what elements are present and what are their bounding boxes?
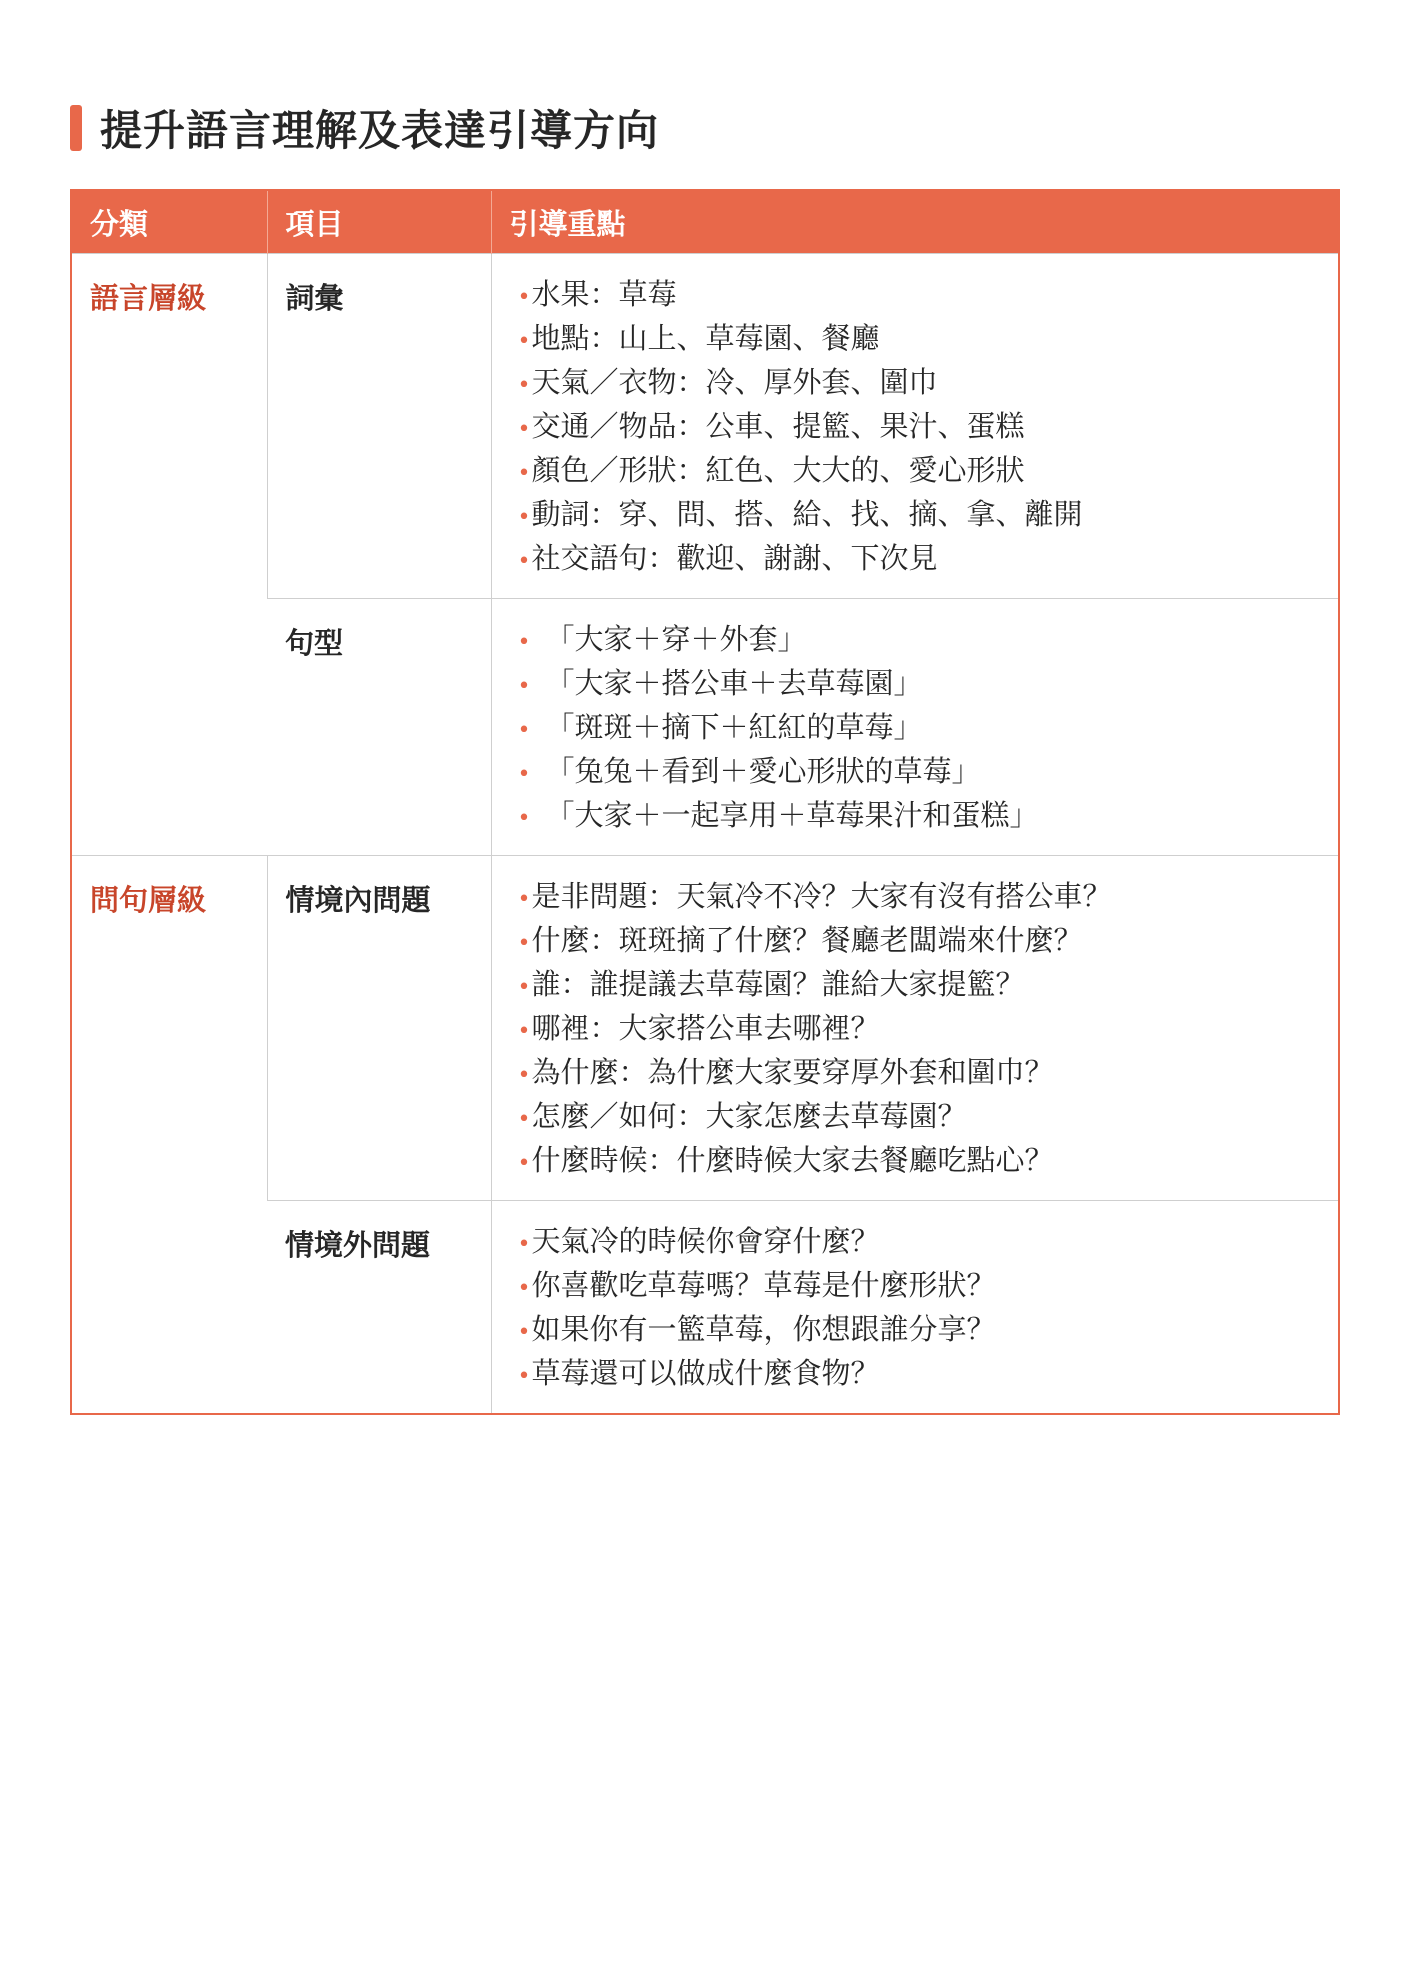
list-item: •天氣冷的時候你會穿什麼？ [518,1219,1339,1263]
bullet-icon: • [517,630,531,655]
bullet-icon: • [517,1276,531,1301]
bullet-icon: • [517,1151,531,1176]
bullet-icon: • [517,505,531,530]
bullet-icon: • [517,1019,531,1044]
page-title: 提升語言理解及表達引導方向 [100,106,660,155]
list-item: •什麼時候：什麼時候大家去餐廳吃點心？ [518,1138,1339,1182]
bullet-icon: • [517,417,531,442]
list-item: •為什麼：為什麼大家要穿厚外套和圍巾？ [518,1050,1339,1094]
list-item: •你喜歡吃草莓嗎？草莓是什麼形狀？ [518,1263,1339,1307]
item-sentence-pattern: 句型 [267,599,491,856]
list-item: •如果你有一籃草莓，你想跟誰分享？ [518,1307,1339,1351]
category-language-level: 語言層級 [71,254,267,856]
list-item: • 「兔兔＋看到＋愛心形狀的草莓」 [518,749,1339,793]
points-cell [491,254,1339,599]
points-list [518,874,1339,1182]
bullet-icon: • [517,931,531,956]
item-vocabulary: 詞彙 [267,254,491,599]
bullet-icon: • [517,975,531,1000]
points-cell [491,599,1339,856]
list-item: •地點：山上、草莓園、餐廳 [518,316,1339,360]
list-item: •水果：草莓 [518,272,1339,316]
points-list [518,617,1339,837]
bullet-icon: • [517,1364,531,1389]
guide-table [70,189,1340,1415]
bullet-icon: • [517,762,531,787]
list-item: •社交語句：歡迎、謝謝、下次見 [518,536,1339,580]
table-row [71,856,1339,1201]
header-item: 項目 [267,190,491,254]
points-list [518,272,1339,580]
bullet-icon: • [517,373,531,398]
list-item: • 「大家＋搭公車＋去草莓園」 [518,661,1339,705]
list-item: •天氣／衣物：冷、厚外套、圍巾 [518,360,1339,404]
points-list [518,1219,1339,1395]
bullet-icon: • [517,887,531,912]
list-item: • 「斑斑＋摘下＋紅紅的草莓」 [518,705,1339,749]
list-item: •誰：誰提議去草莓園？誰給大家提籃？ [518,962,1339,1006]
bullet-icon: • [517,674,531,699]
bullet-icon: • [517,1320,531,1345]
item-out-of-context-questions: 情境外問題 [267,1201,491,1415]
list-item: •草莓還可以做成什麼食物？ [518,1351,1339,1395]
list-item: •顏色／形狀：紅色、大大的、愛心形狀 [518,448,1339,492]
item-in-context-questions: 情境內問題 [267,856,491,1201]
points-cell [491,856,1339,1201]
list-item: •動詞：穿、問、搭、給、找、摘、拿、離開 [518,492,1339,536]
bullet-icon: • [517,461,531,486]
page-title-block [70,98,659,158]
bullet-icon: • [517,806,531,831]
points-cell [491,1201,1339,1415]
table-row [71,254,1339,599]
category-question-level: 問句層級 [71,856,267,1415]
list-item: • 「大家＋一起享用＋草莓果汁和蛋糕」 [518,793,1339,837]
list-item: •是非問題：天氣冷不冷？大家有沒有搭公車？ [518,874,1339,918]
bullet-icon: • [517,549,531,574]
list-item: • 「大家＋穿＋外套」 [518,617,1339,661]
bullet-icon: • [517,718,531,743]
bullet-icon: • [517,1232,531,1257]
title-accent-bar [70,105,82,151]
list-item: •哪裡：大家搭公車去哪裡？ [518,1006,1339,1050]
bullet-icon: • [517,285,531,310]
bullet-icon: • [517,1063,531,1088]
table-header-row [71,190,1339,254]
bullet-icon: • [517,329,531,354]
list-item: •怎麼／如何：大家怎麼去草莓園？ [518,1094,1339,1138]
header-guidance: 引導重點 [491,190,1339,254]
list-item: •什麼：斑斑摘了什麼？餐廳老闆端來什麼？ [518,918,1339,962]
bullet-icon: • [517,1107,531,1132]
list-item: •交通／物品：公車、提籃、果汁、蛋糕 [518,404,1339,448]
header-category: 分類 [71,190,267,254]
